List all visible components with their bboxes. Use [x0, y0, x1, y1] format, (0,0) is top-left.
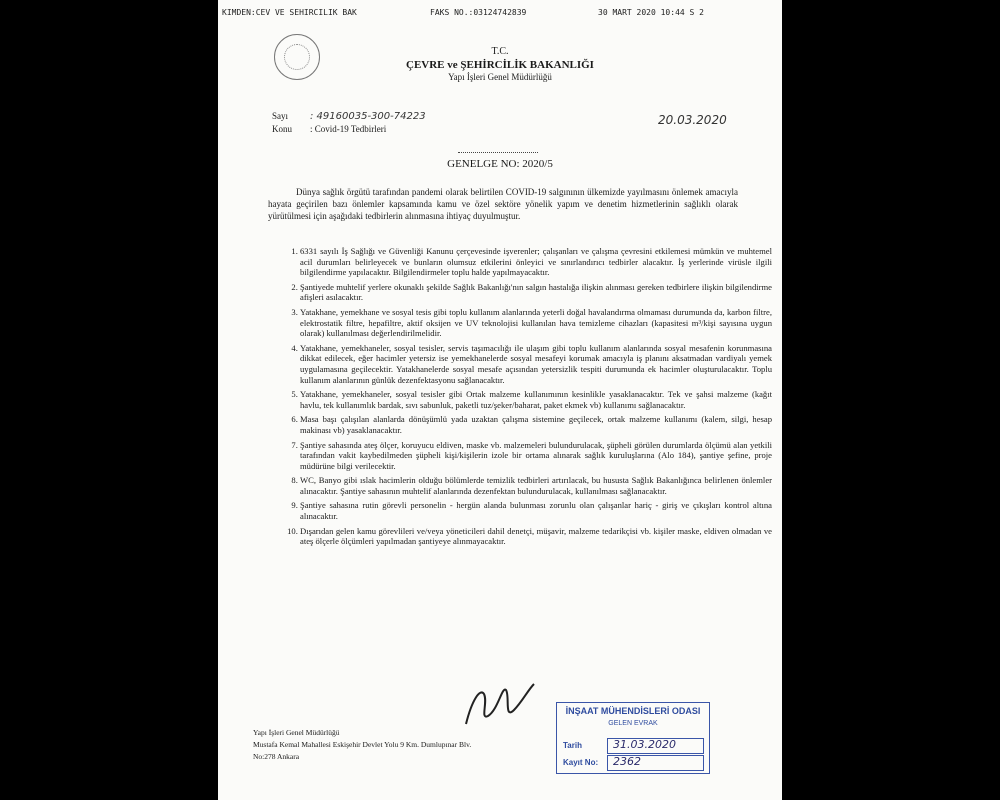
- list-item: 7. Şantiye sahasında ateş ölçer, koruyucu eldiven, maske vb. malzemeleri bulundurulacak, şüpheli görülen durumlarda ölçümü alan yetkili tarafından vakit kaybedilmeden şüpheli kişi/kişilerin izole bir ortama alınarak sağlık kuruluşlarına (Alo 184), şantiye şefine, proje müdürüne bilgi verilecektir.: [300, 440, 772, 472]
- signature: [458, 680, 538, 730]
- title-dotted-line: [458, 152, 538, 153]
- list-item: 9. Şantiye sahasına rutin görevli personelin - hergün alanda bulunması zorunlu olan çalışanlar hariç - giriş ve çıkışları kontrol altına alınacaktır.: [300, 500, 772, 521]
- document-title: GENELGE NO: 2020/5: [447, 158, 553, 170]
- konu-row: [272, 124, 386, 134]
- list-item: 1. 6331 sayılı İş Sağlığı ve Güvenliği Kanunu çerçevesinde işverenler; çalışanları ve çalışma çevresini etkilemesi mümkün ve muhtemel acil durumları belirleyecek ve bunların olumsuz etkilerini önleyici ve sınırlandırıcı tedbirler alacaktır. İş yerlerinde virüsle ilgili bilgilendirme yapılacaktır. Bilgilendirmeler toplu halde yapılmayacaktır.: [300, 246, 772, 278]
- sayi-label: Sayı: [272, 111, 289, 121]
- konu-value: : Covid-19 Tedbirleri: [310, 124, 387, 134]
- sayi-row: [272, 111, 426, 122]
- stamp-date-value: 31.03.2020: [613, 738, 676, 751]
- list-item: 3. Yatakhane, yemekhane ve sosyal tesis gibi toplu kullanım alanlarında yeterli doğal havalandırma olmaması durumunda da, karbon filtre, elektrostatik filtre, hepafiltre, aktif oksijen ve UV teknolojisi kullanılan hava temizleme cihazları (kapasitesi m³/kişi sayısına uygun olarak) kullanılması değerlendirilmelidir.: [300, 307, 772, 339]
- fax-number: FAKS NO.:03124742839: [430, 8, 527, 17]
- letterhead-ministry: ÇEVRE ve ŞEHİRCİLİK BAKANLIĞI: [406, 59, 594, 71]
- fax-sender: KIMDEN:CEV VE SEHIRCILIK BAK: [222, 8, 357, 17]
- intro-paragraph: Dünya sağlık örgütü tarafından pandemi olarak belirtilen COVID-19 salgınının ülkemizde yayılmasını önlemek amacıyla hayata geçirilen bazı önlemler kapsamında kamu ve özel sektöre yönelik yapım ve denetim hizmetlerinin sağlıklı olarak yürütülmesi için aşağıdaki tedbirlerin alınmasına ihtiyaç duyulmuştur.: [268, 187, 738, 221]
- stamp-title: İNŞAAT MÜHENDİSLERİ ODASI: [565, 706, 701, 716]
- stamp-subtitle: GELEN EVRAK: [608, 720, 658, 727]
- document-date: 20.03.2020: [658, 113, 727, 127]
- list-item: 2. Şantiyede muhtelif yerlere okunaklı şekilde Sağlık Bakanlığı'nın salgın hastalığa ilişkin alınması gereken tedbirlere ilişkin bilgilendirme afişleri asılacaktır.: [300, 282, 772, 303]
- incoming-document-stamp: [556, 702, 710, 774]
- list-item: 6. Masa başı çalışılan alanlarda dönüşümlü yada uzaktan çalışma sistemine geçilecek, ortak malzeme kullanımı (kalem, silgi, hesap makinası vb) yasaklanacaktır.: [300, 414, 772, 435]
- list-item: 8. WC, Banyo gibi ıslak hacimlerin olduğu bölümlerde temizlik tedbirleri artırılacak, bu hususta Sağlık Bakanlığınca belirlenen önlemler alınacaktır. Şantiye sahasının muhtelif alanlarında dezenfektan bulundurulacak, kullanılması sağlanacaktır.: [300, 475, 772, 496]
- document-page: [218, 0, 782, 800]
- konu-label: Konu: [272, 124, 292, 134]
- measures-list: [270, 246, 772, 551]
- letterhead-directorate: Yapı İşleri Genel Müdürlüğü: [448, 72, 552, 82]
- fax-datetime: 30 MART 2020 10:44 S 2: [598, 8, 704, 17]
- list-item: 10. Dışarıdan gelen kamu görevlileri ve/veya yöneticileri dahil denetçi, müşavir, malzeme tedarikçisi vb. kişiler maske, eldiven olmadan ve ateş ölçerle ölçümleri yapılmadan şantiyeye alınmayacaktır.: [300, 526, 772, 547]
- stamp-date-label: Tarih: [563, 741, 582, 750]
- footer-address: Mustafa Kemal Mahallesi Eskişehir Devlet Yolu 9 Km. Dumlupınar Blv.: [253, 740, 472, 749]
- stamp-record-label: Kayıt No:: [563, 758, 599, 767]
- sayi-value: : 49160035-300-74223: [310, 111, 426, 122]
- letterhead-tc: T.C.: [491, 46, 509, 57]
- stamp-record-value: 2362: [613, 755, 641, 768]
- footer-directorate: Yapı İşleri Genel Müdürlüğü: [253, 728, 340, 737]
- footer-city: No:278 Ankara: [253, 752, 300, 761]
- list-item: 5. Yatakhane, yemekhaneler, sosyal tesisler gibi Ortak malzeme kullanımının kesinlikle yasaklanacaktır. Tek ve şahsi malzeme (kağıt havlu, tek kullanımlık bardak, sıvı sabunluk, paketli tuz/şeker/baharat, paket ekmek vb) kullanımı sağlanacaktır.: [300, 389, 772, 410]
- list-item: 4. Yatakhane, yemekhaneler, sosyal tesisler, servis taşımacılığı ile ulaşım gibi toplu kullanım alanlarında sosyal mesafenin korunmasına dikkat edilecek, eğer hacimler yetersiz ise yemekhanelerde sosyal mesafeyi korumak amacıyla iş planını aksatmadan vardiyalı yemek uygulamasına geçilecektir. Yatakhanelerde sosyal mesafe açısından yetersizlik tespiti durumunda ek hacimler oluşturulacaktır. Toplu kullanım alanlarının günlük dezenfektasyonu sağlanacaktır.: [300, 343, 772, 385]
